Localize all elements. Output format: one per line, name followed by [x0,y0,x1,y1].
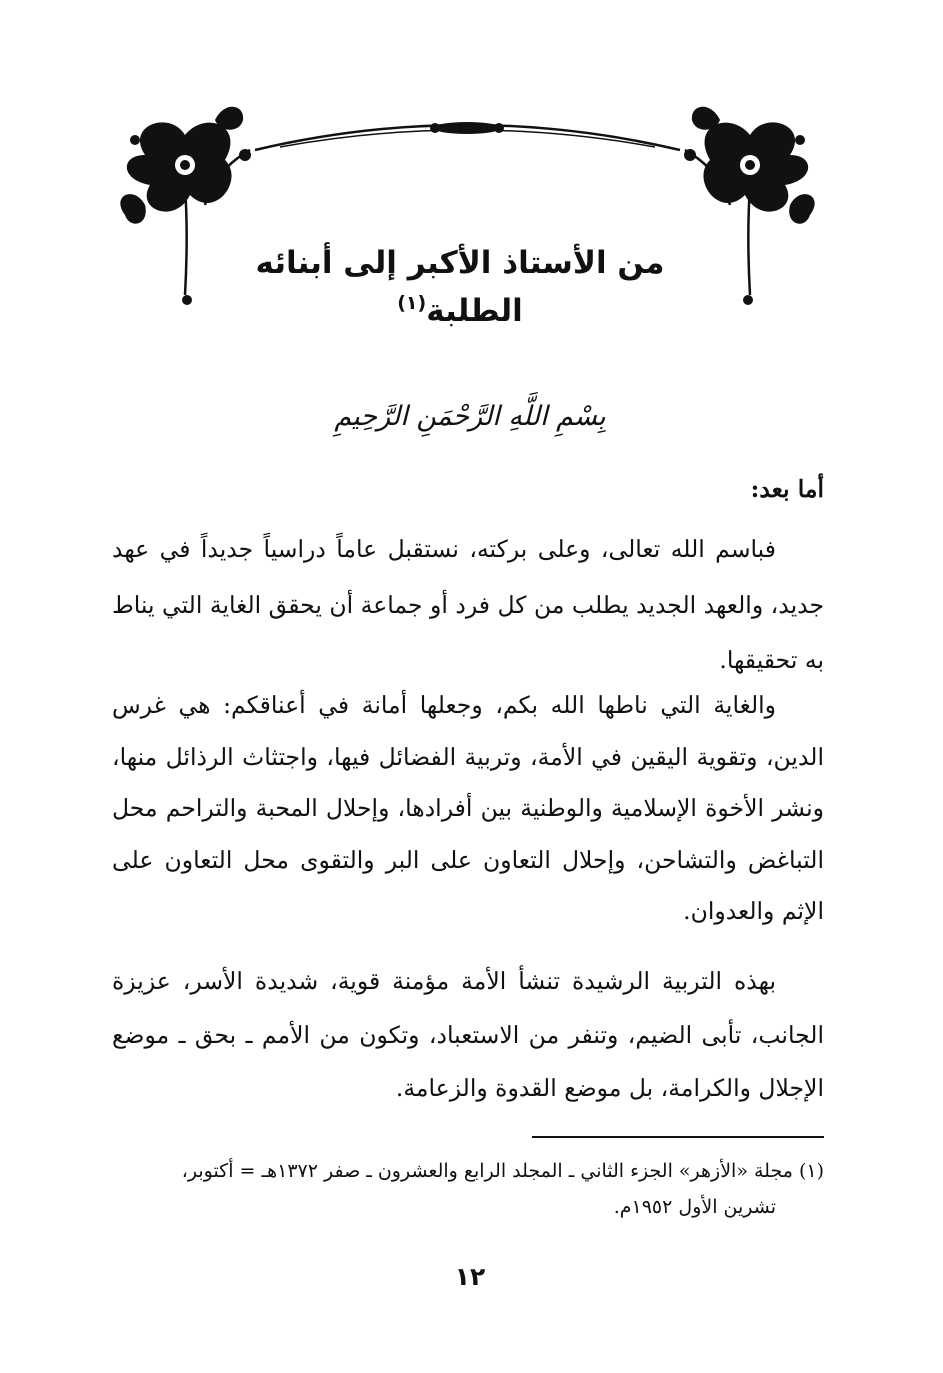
salutation: أما بعد: [750,475,824,503]
chapter-title [200,243,720,331]
page-number: ١٢ [454,1262,486,1291]
footnote-line-2: تشرين الأول ١٩٥٢م. [613,1196,776,1218]
paragraph-3: بهذه التربية الرشيدة تنشأ الأمة مؤمنة قوية، شديدة الأسر، عزيزة الجانب، تأبى الضيم، وتنفر من الاستعباد، وتكون من الأمم ـ بحق ـ موضع الإجلال والكرامة، بل موضع القدوة والزعامة. [112,967,824,1102]
basmala: بِسْمِ اللَّهِ الرَّحْمَنِ الرَّحِيمِ [334,401,606,432]
footnote [112,1153,824,1225]
footnote-line-1: (١) مجلة «الأزهر» الجزء الثاني ـ المجلد الرابع والعشرون ـ صفر ١٣٧٢هـ = أكتوبر، [181,1160,824,1182]
paragraph-1: فباسم الله تعالى، وعلى بركته، نستقبل عاماً دراسياً جديداً في عهد جديد، والعهد الجديد يطلب من كل فرد أو جماعة أن يحقق الغاية التي يناط به تحقيقها. [112,535,824,674]
footnote-divider [532,1136,824,1138]
chapter-title-text: من الأستاذ الأكبر إلى أبنائه الطلبة [255,245,665,329]
footnote-ref: (١) [397,292,427,314]
paragraph-2: والغاية التي ناطها الله بكم، وجعلها أمانة في أعناقكم: هي غرس الدين، وتقوية اليقين في الأمة، وتربية الفضائل فيها، واجتثاث الرذائل منها، ونشر الأخوة الإسلامية والوطنية بين أفرادها، وإحلال المحبة والتراحم محل التباغض والتشاحن، وإحلال التعاون على البر والتقوى محل التعاون على الإثم والعدوان. [112,691,824,925]
